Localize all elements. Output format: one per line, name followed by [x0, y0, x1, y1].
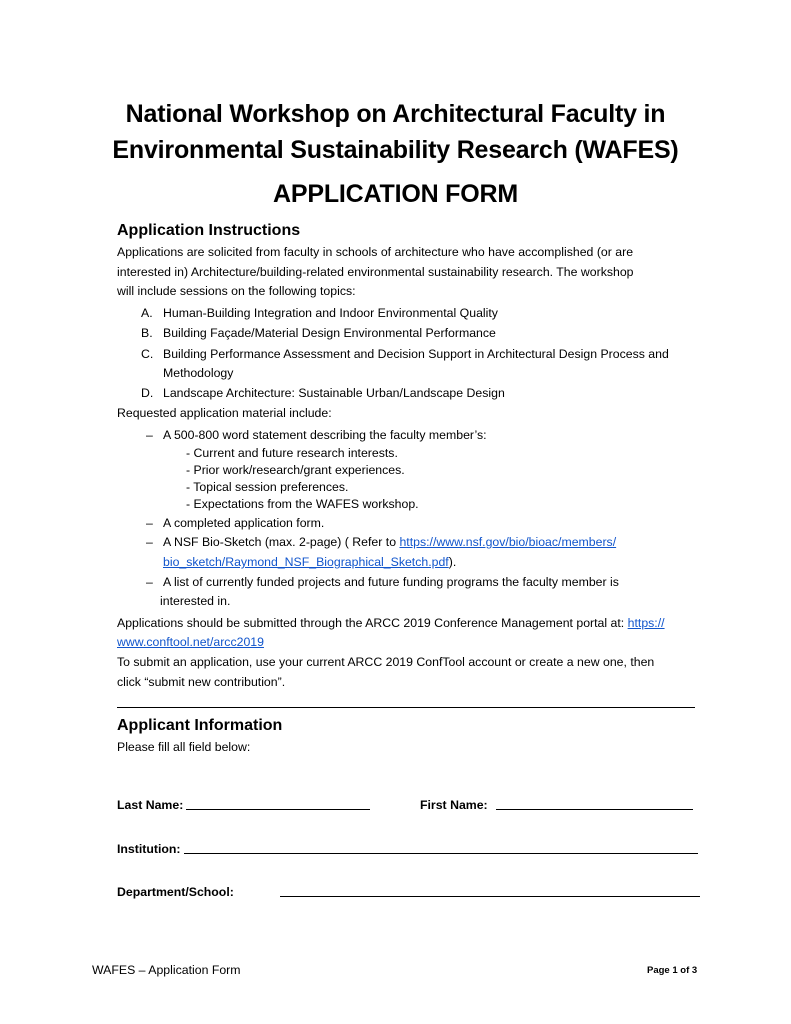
conftool-link-continued[interactable]: www.conftool.net/arcc2019: [117, 635, 264, 649]
submit-note-line-1: To submit an application, use your current ARCC 2019 ConfTool account or create a new one, then: [117, 655, 655, 669]
material-statement: [146, 426, 487, 446]
page-number: Page 1 of 3: [647, 965, 698, 976]
projects-continued: interested in.: [160, 594, 231, 608]
intro-line-3: will include sessions on the following topics:: [117, 284, 356, 298]
biosketch-link[interactable]: https://www.nsf.gov/bio/bioac/members/: [399, 535, 617, 549]
dash-bullet: –: [146, 516, 153, 530]
title-line-1: National Workshop on Architectural Faculty in: [125, 100, 666, 128]
topic-text: Human-Building Integration and Indoor Environmental Quality: [163, 306, 498, 320]
institution-field[interactable]: [184, 853, 698, 854]
biosketch-text: A NSF Bio-Sketch (max. 2-page) ( Refer to: [163, 535, 400, 549]
topic-text: Landscape Architecture: Sustainable Urban/Landscape Design: [163, 386, 505, 400]
topic-item-d: [141, 384, 505, 404]
institution-label: Institution:: [117, 842, 181, 856]
topic-item-b: [141, 324, 496, 344]
topic-marker: A.: [141, 306, 153, 320]
statement-sub-4: - Expectations from the WAFES workshop.: [186, 497, 419, 511]
form-title: APPLICATION FORM: [273, 180, 518, 208]
applicant-heading: Applicant Information: [117, 717, 283, 734]
statement-sub-2: - Prior work/research/grant experiences.: [186, 463, 405, 477]
statement-text: A 500-800 word statement describing the faculty member’s:: [163, 428, 487, 442]
topic-marker: D.: [141, 386, 154, 400]
section-divider: [117, 707, 695, 708]
statement-sub-1: - Current and future research interests.: [186, 446, 398, 460]
intro-line-1: Applications are solicited from faculty in schools of architecture who have accomplished (or are: [117, 245, 634, 259]
biosketch-continued: [163, 553, 456, 573]
requested-intro: Requested application material include:: [117, 406, 332, 420]
topic-item-c-continued: Methodology: [163, 366, 234, 380]
topic-text: Building Façade/Material Design Environmental Performance: [163, 326, 496, 340]
material-biosketch: [146, 533, 616, 553]
statement-sub-3: - Topical session preferences.: [186, 480, 349, 494]
material-form: [146, 514, 324, 534]
intro-line-2: interested in) Architecture/building-related environmental sustainability research. The workshop: [117, 265, 634, 279]
form-text: A completed application form.: [163, 516, 325, 530]
first-name-field[interactable]: [496, 809, 693, 810]
title-line-2: Environmental Sustainability Research (WAFES): [112, 136, 679, 164]
submit-note-line-2: click “submit new contribution”.: [117, 675, 286, 689]
department-field[interactable]: [280, 896, 700, 897]
last-name-label: Last Name:: [117, 798, 184, 812]
instructions-heading: Application Instructions: [117, 222, 301, 239]
first-name-label: First Name:: [420, 798, 488, 812]
dash-bullet: –: [146, 535, 153, 549]
topic-marker: B.: [141, 326, 153, 340]
last-name-field[interactable]: [186, 809, 370, 810]
material-projects: [146, 573, 619, 593]
topic-item-c: [141, 345, 669, 365]
biosketch-suffix: ).: [448, 555, 457, 569]
topic-item-a: [141, 304, 498, 324]
dash-bullet: –: [146, 575, 153, 589]
dash-bullet: –: [146, 428, 153, 442]
submit-line-1: [117, 614, 665, 634]
submit-text: Applications should be submitted through the ARCC 2019 Conference Management portal at:: [117, 616, 628, 630]
topic-text: Building Performance Assessment and Decision Support in Architectural Design Process and: [163, 347, 669, 361]
projects-text: A list of currently funded projects and future funding programs the faculty member is: [163, 575, 619, 589]
footer-title: WAFES – Application Form: [92, 963, 241, 977]
submit-line-2: [117, 633, 264, 653]
applicant-subheading: Please fill all field below:: [117, 740, 251, 754]
conftool-link[interactable]: https://: [627, 616, 665, 630]
department-label: Department/School:: [117, 885, 234, 899]
topic-marker: C.: [141, 347, 154, 361]
biosketch-link-continued[interactable]: bio_sketch/Raymond_NSF_Biographical_Sketch.pdf: [163, 555, 449, 569]
